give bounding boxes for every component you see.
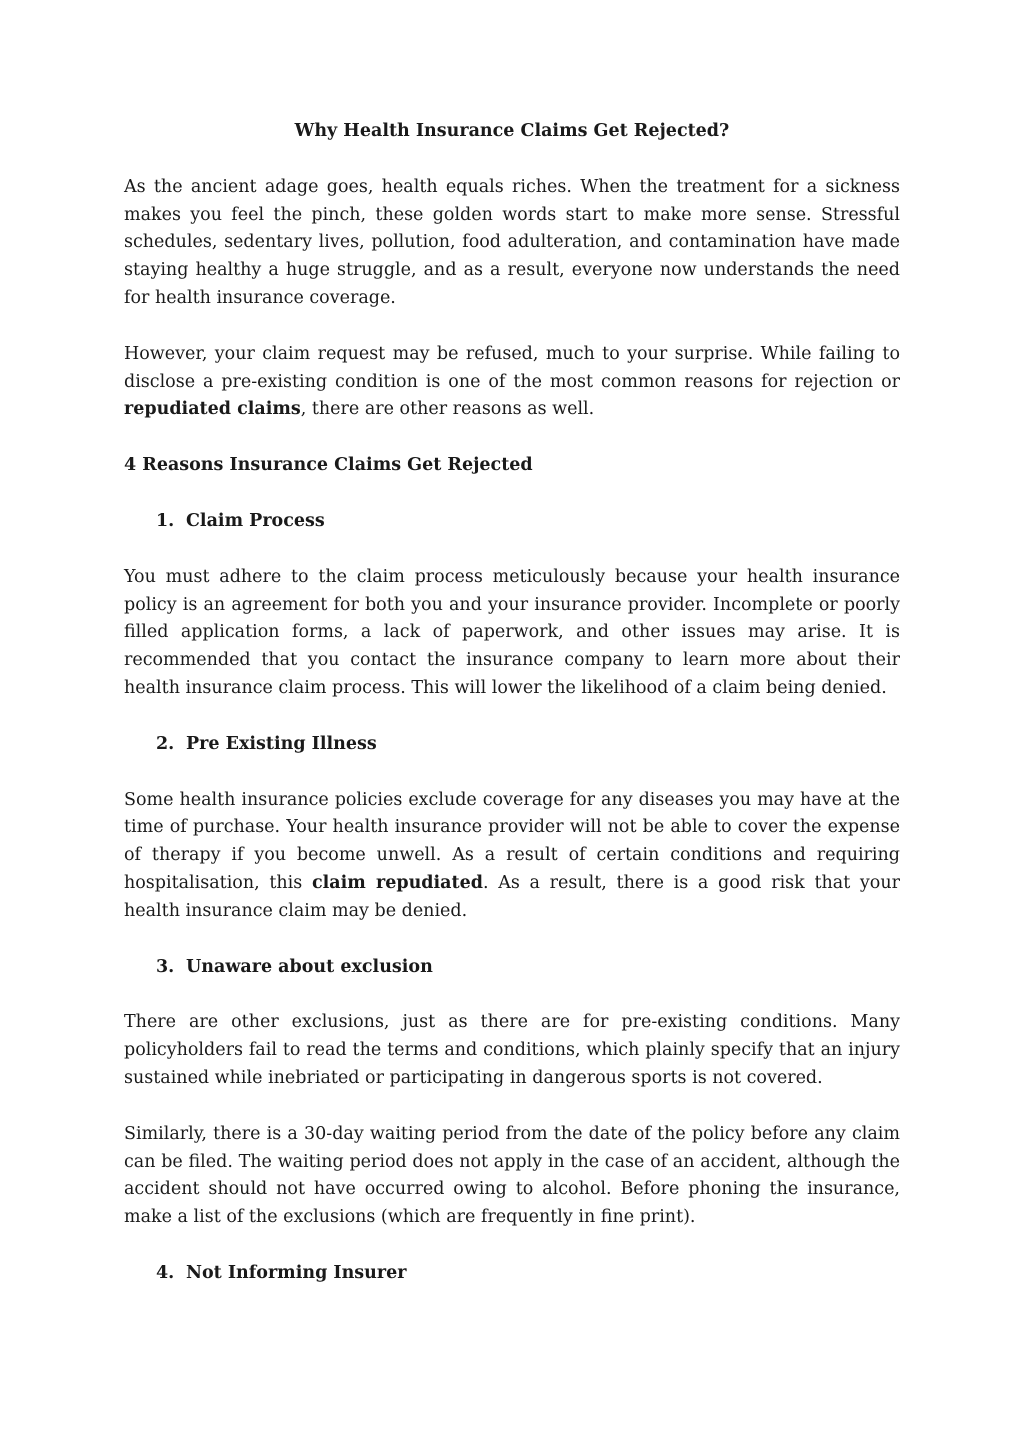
intro-p2-text-start: However, your claim request may be refused, much to your surprise. While failing to disclose a pre-existing condition is one of the most common reasons for rejection or — [124, 343, 900, 392]
reason-2-bold-term: claim repudiated — [311, 872, 483, 893]
document-title: Why Health Insurance Claims Get Rejected? — [294, 121, 730, 141]
reason-3-paragraph-2: Similarly, there is a 30-day waiting period from the date of the policy before any claim can be filed. The waiting period does not apply in the case of an accident, although the accident should not have occurred owing to alcohol. Before phoning the insurance, make a list of the exclusions (which are frequently in fine print). — [124, 1123, 900, 1228]
reason-heading-1 — [124, 508, 900, 536]
reason-heading-2 — [124, 731, 900, 759]
intro-paragraph-1: As the ancient adage goes, health equals riches. When the treatment for a sickness makes you feel the pinch, these golden words start to make more sense. Stressful schedules, sedentary lives, pollution, food adulteration, and contamination have made staying healthy a huge struggle, and as a result, everyone now understands the need for health insurance coverage. — [124, 176, 900, 308]
reason-2-text-end: . As a result, there is a good risk that your health insurance claim may be denied. — [124, 872, 900, 921]
reason-number: 1. — [156, 510, 175, 531]
reason-2-text-start: Some health insurance policies exclude coverage for any diseases you may have at the time of purchase. Your health insurance provider will not be able to cover the expense of therapy if you become unwell. As a result of certain conditions and requiring hospitalisation, this — [124, 789, 900, 893]
reason-1-paragraph: You must adhere to the claim process meticulously because your health insurance policy is an agreement for both you and your insurance provider. Incomplete or poorly filled application forms, a lack of paperwork, and other issues may arise. It is recommended that you contact the insurance company to learn more about their health insurance claim process. This will lower the likelihood of a claim being denied. — [124, 566, 900, 698]
intro-p2-bold-term: repudiated claims — [124, 399, 301, 420]
document-page — [124, 118, 900, 1316]
section-heading: 4 Reasons Insurance Claims Get Rejected — [124, 455, 533, 476]
intro-paragraph-2 — [124, 341, 900, 424]
reason-title: Not Informing Insurer — [186, 1262, 407, 1283]
reason-title: Pre Existing Illness — [186, 733, 377, 754]
reason-number: 2. — [156, 733, 175, 754]
intro-p2-text-end: , there are other reasons as well. — [300, 399, 595, 420]
reason-number: 3. — [156, 956, 175, 977]
reason-title: Claim Process — [186, 510, 325, 531]
reason-heading-4 — [124, 1260, 900, 1288]
reason-number: 4. — [156, 1262, 175, 1283]
reason-heading-3 — [124, 954, 900, 982]
reason-2-paragraph — [124, 787, 900, 926]
reason-title: Unaware about exclusion — [186, 956, 433, 977]
reason-3-paragraph-1: There are other exclusions, just as there are for pre-existing conditions. Many policyholders fail to read the terms and conditions, which plainly specify that an injury sustained while inebriated or participating in dangerous sports is not covered. — [124, 1012, 900, 1088]
